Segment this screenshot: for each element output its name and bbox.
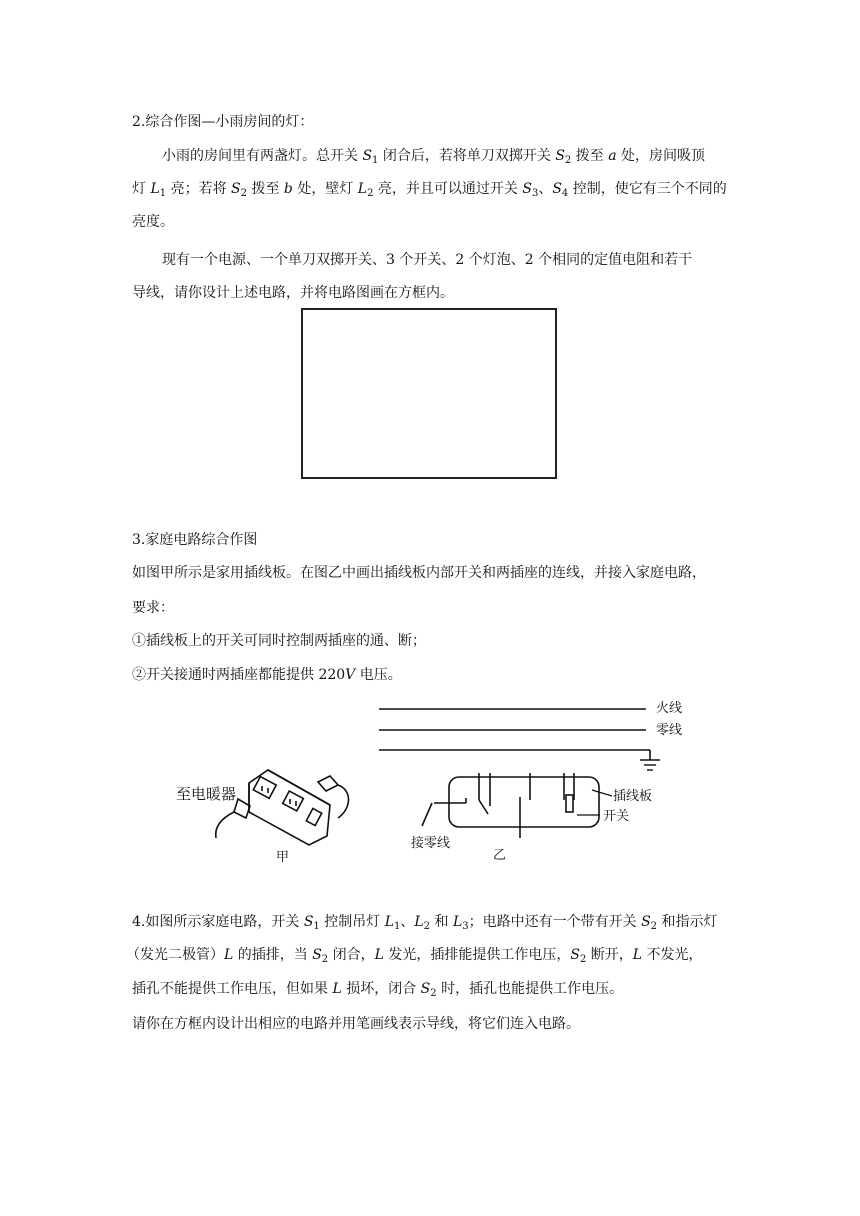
- q2-paragraph2-line2: 导线，请你设计上述电路，并将电路图画在方框内。: [132, 285, 454, 301]
- three-pin-socket: [564, 773, 574, 812]
- switch-label: 开关: [603, 809, 630, 824]
- two-pin-socket: [520, 773, 530, 838]
- mains-wires: [379, 709, 650, 760]
- switch-symbol: [479, 773, 490, 814]
- q2-paragraph1-line1: 小雨的房间里有两盏灯。总开关 $S_1$ 闭合后，若将单刀双掷开关 $S_2$ 拨至 a 处，房间吸顶: [162, 148, 706, 166]
- figure-jia-label: 甲: [276, 850, 290, 865]
- q2-paragraph1-line3: 亮度。: [132, 214, 174, 230]
- q3-requirement1: ①插线板上的开关可同时控制两插座的通、断；: [132, 633, 426, 649]
- ground-icon: [640, 760, 660, 770]
- q3-title: 3.家庭电路综合作图: [132, 532, 258, 548]
- q2-paragraph1-line2: 灯 $L_1$ 亮；若将 $S_2$ 拨至 b 处，壁灯 $L_2$ 亮，并且可以通过开关 $S_3$、$S_4$ 控制，使它有三个不同的: [132, 181, 727, 199]
- neutral-lead: [422, 798, 466, 826]
- q2-title: 2.综合作图—小雨房间的灯：: [132, 114, 314, 130]
- figure-yi-label: 乙: [493, 848, 507, 863]
- power-strip-label: 插线板: [613, 789, 653, 804]
- q3-line1: 如图甲所示是家用插线板。在图乙中画出插线板内部开关和两插座的连线，并接入家庭电路，: [132, 565, 706, 581]
- q3-requirement2: ②开关接通时两插座都能提供 220V 电压。: [132, 667, 402, 683]
- to-neutral-label: 接零线: [411, 836, 451, 851]
- q4-line1: 4.如图所示家庭电路，开关 $S_1$ 控制吊灯 $L_1$、$L_2$ 和 $L_3$；电路中还有一个带有开关 $S_2$ 和指示灯: [132, 914, 718, 932]
- q3-line2: 要求：: [132, 600, 174, 616]
- neutral-wire-label: 零线: [656, 723, 683, 738]
- q2-paragraph2-line1: 现有一个电源、一个单刀双掷开关、3 个开关、2 个灯泡、2 个相同的定值电阻和若干: [162, 252, 693, 268]
- q4-line2: （发光二极管）L 的插排，当 $S_2$ 闭合，L 发光，插排能提供工作电压，$S_2$ 断开，L 不发光，: [126, 947, 703, 965]
- q4-line3: 插孔不能提供工作电压，但如果 L 损坏，闭合 $S_2$ 时，插孔也能提供工作电压。: [132, 981, 624, 999]
- to-heater-label: 至电暖器: [176, 785, 237, 803]
- power-strip-illustration: [216, 770, 349, 845]
- power-strip-pointer: [592, 790, 612, 796]
- q4-line4: 请你在方框内设计出相应的电路并用笔画线表示导线，将它们连入电路。: [132, 1016, 580, 1032]
- live-wire-label: 火线: [656, 701, 683, 716]
- power-strip-outline: [449, 777, 599, 827]
